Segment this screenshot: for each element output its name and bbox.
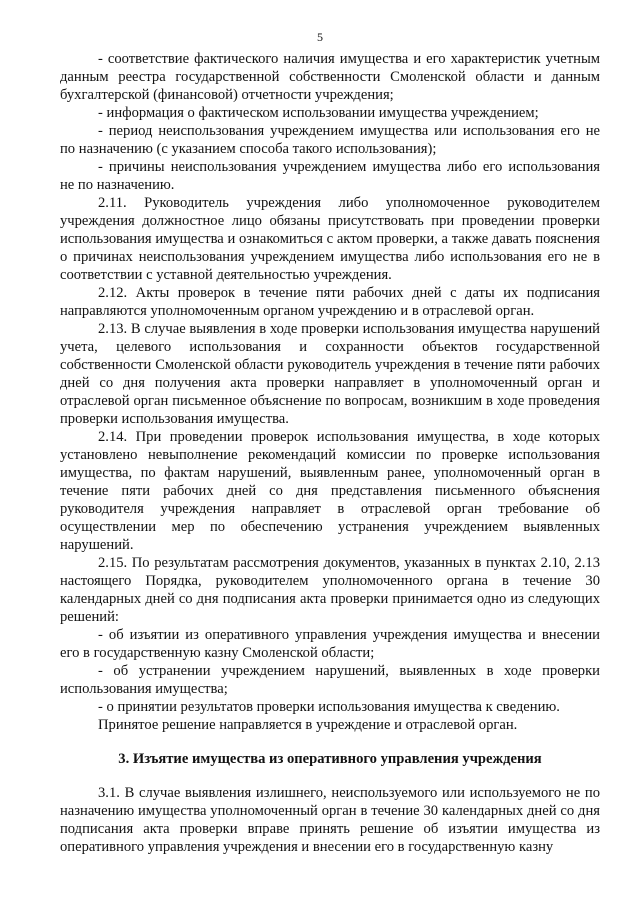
paragraph-list-item-1: - соответствие фактического наличия имущества и его характеристик учетным данным реестра государственной собственности Смоленской области и данным бухгалтерской (финансовой) отчетности учреждения; [60, 51, 600, 103]
paragraph-decision-1: - об изъятии из оперативного управления учреждения имущества и внесении его в государственную казну Смоленской области; [60, 627, 600, 661]
paragraph-2-15: 2.15. По результатам рассмотрения документов, указанных в пунктах 2.10, 2.13 настоящего Порядка, руководителем уполномоченного органа в течение 30 календарных дней со дня подписания акта проверки принимается одно из следующих решений: [60, 555, 600, 625]
paragraph-decision-3: - о принятии результатов проверки использования имущества к сведению. [98, 699, 560, 715]
paragraph-list-item-3: - период неиспользования учреждением имущества или использования его не по назначению (с указанием способа такого использования); [60, 123, 600, 157]
paragraph-2-11: 2.11. Руководитель учреждения либо уполномоченное руководителем учреждения должностное лицо обязаны присутствовать при проведении проверки использования имущества и ознакомиться с актом проверки, а также давать пояснения о причинах неиспользования учреждением имущества либо использования его не в соответствии с уставной деятельностью учреждения. [60, 195, 600, 283]
paragraph-3-1: 3.1. В случае выявления излишнего, неиспользуемого или используемого не по назначению имущества уполномоченный орган в течение 30 календарных дней со дня подписания акта проверки вправе принять решение об изъятии имущества из оперативного управления учреждения и внесении его в государственную казну [60, 785, 600, 855]
document-body [60, 50, 600, 856]
page-number: 5 [317, 30, 323, 44]
paragraph-list-item-4: - причины неиспользования учреждением имущества либо его использования не по назначению. [60, 159, 600, 193]
paragraph-2-12: 2.12. Акты проверок в течение пяти рабочих дней с даты их подписания направляются уполномоченным органом учреждению и в отраслевой орган. [60, 285, 600, 319]
paragraph-2-13: 2.13. В случае выявления в ходе проверки использования имущества нарушений учета, целевого использования и сохранности объектов государственной собственности Смоленской области руководитель учреждения в течение пяти рабочих дней со дня получения акта проверки направляет в уполномоченный орган и отраслевой орган письменное объяснение по вопросам, возникшим в ходе проведения проверки использования имущества. [60, 321, 600, 427]
paragraph-list-item-2: - информация о фактическом использовании имущества учреждением; [98, 105, 539, 121]
section-heading: 3. Изъятие имущества из оперативного управления учреждения [118, 751, 542, 767]
paragraph-2-14: 2.14. При проведении проверок использования имущества, в ходе которых установлено невыполнение рекомендаций комиссии по проверке использования имущества, по фактам нарушений, выявленным ранее, уполномоченный орган в течение пяти рабочих дней со дня представления письменного объяснения руководителя учреждения направляет в отраслевой орган требование об осуществлении мер по обеспечению устранения учреждением выявленных нарушений. [60, 429, 600, 553]
paragraph-decision-sent: Принятое решение направляется в учреждение и отраслевой орган. [98, 717, 518, 733]
paragraph-decision-2: - об устранении учреждением нарушений, выявленных в ходе проверки использования имущества; [60, 663, 600, 697]
